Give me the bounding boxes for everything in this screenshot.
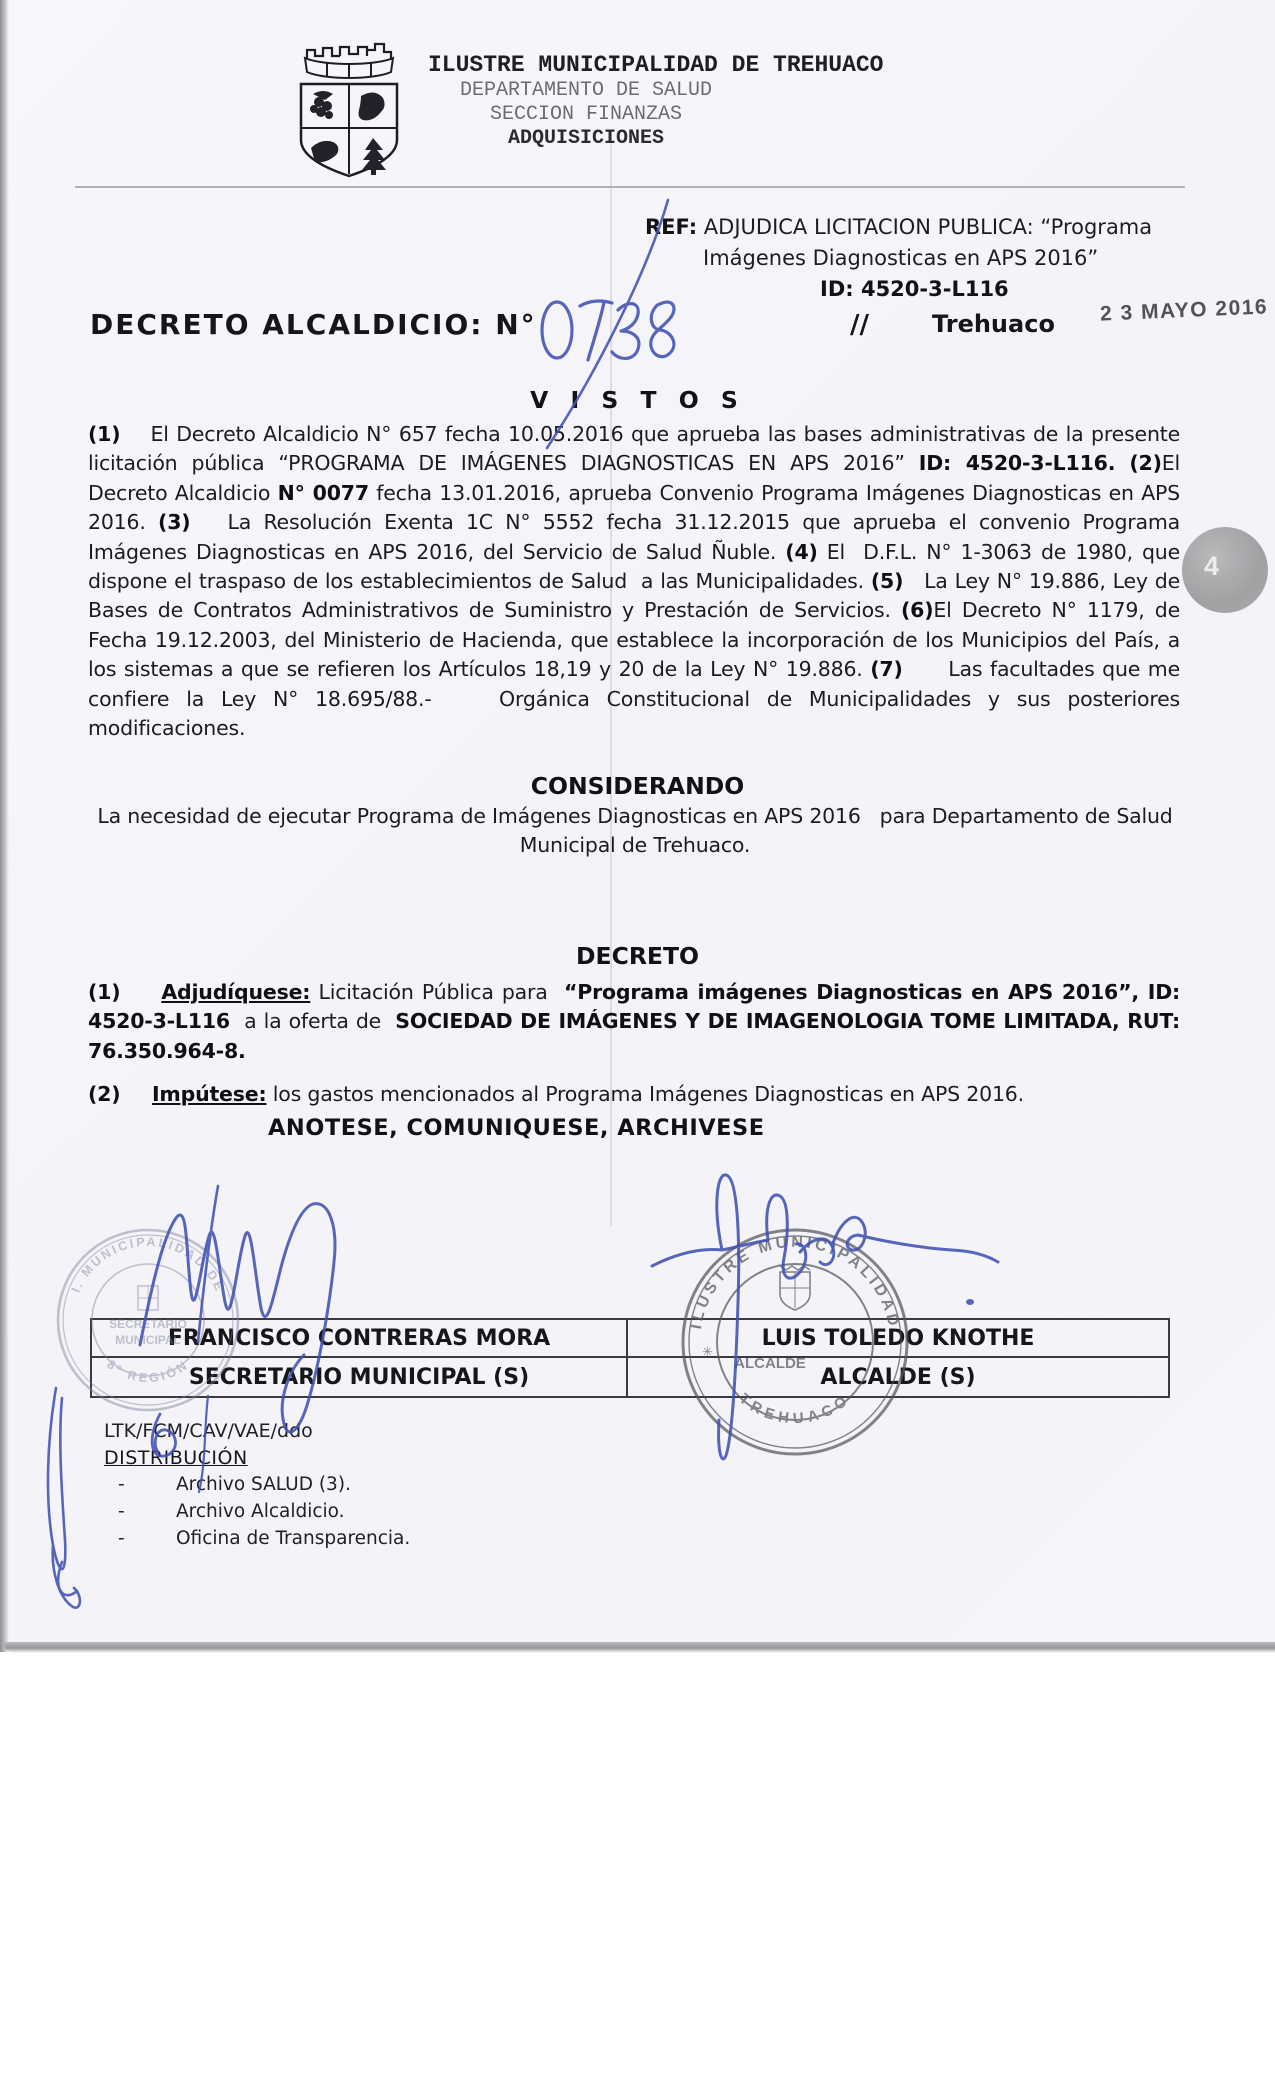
stamp-ring-text: I. MUNICIPALIDAD DE bbox=[68, 1234, 228, 1295]
stamp-ring-text: 8ª REGIÓN bbox=[104, 1357, 192, 1386]
page-number: 4 bbox=[1204, 551, 1220, 581]
vistos-paragraph: (1) El Decreto Alcaldicio N° 657 fecha 10.05.2016 que aprueba las bases administrativas de la presente licitación pública “PROGRAMA DE IMÁGENES DIAGNOSTICAS EN APS 2016” ID: 4520-3-L116. (2)El Decreto Alcaldicio N° 0077 fecha 13.01.2016, aprueba Convenio Programa Imágenes Diagnosticas en APS 2016. (3) La Resolución Exenta 1C N° 5552 fecha 31.12.2015 que aprueba el convenio Programa Imágenes Diagnosticas en APS 2016, del Servicio de Salud Ñuble. (4) El D.F.L. N° 1-3063 de 1980, que dispone el traspaso de los establecimientos de Salud a las Municipalidades. (5) La Ley N° 19.886, Ley de Bases de Contratos Administrativos de Suministro y Prestación de Servicios. (6)El Decreto N° 1179, de Fecha 19.12.2003, del Ministerio de Hacienda, que establece la incorporación de los Municipios del País, a los sistemas a que se refieren los Artículos 18,19 y 20 de la Ley N° 19.886. (7) Las facultades que me confiere la Ley N° 18.695/88.- Orgánica Constitucional de Municipalidades y sus posteriores modificaciones. bbox=[88, 422, 1180, 741]
stamp-center-text: MUNICIPAL bbox=[115, 1333, 181, 1347]
mayor-role: ALCALDE (S) bbox=[820, 1364, 976, 1390]
pen-scribble-initials bbox=[152, 1396, 208, 1492]
section-line: SECCION FINANZAS bbox=[489, 103, 683, 126]
stamp-center-text: ALCALDE bbox=[734, 1355, 806, 1372]
decree-label: DECRETO ALCALDICIO: N° bbox=[90, 308, 537, 341]
acquisitions-line: ADQUISICIONES bbox=[507, 127, 665, 150]
scanned-decree-document: ILUSTRE MUNICIPALIDAD DE TREHUACO DEPARTAMENTO DE SALUD SECCION FINANZAS ADQUISICIONES REF: ADJUDICA LICITACION PUBLICA: “Programa Imágenes Diagnosticas en APS 2016” ID: 4520-3-L116 DECRETO ALCALDICIO: N° // Trehuaco 2 3 MAYO 2016 V I S T O S (1) El Decreto Alcaldicio N° 657 fecha 10.05.2016 que aprueba las bases administrativas de la presente licitación pública “PROGRAMA DE IMÁGENES DIAGNOSTICAS EN APS 2016” ID: 4520-3-L116. (2)El Decreto Alcaldicio N° 0077 fecha 13.01.2016, aprueba Convenio Programa Imágenes Diagnosticas en APS 2016. (3) La Resolución Exenta 1C N° 5552 fecha 31.12.2015 que aprueba el convenio Programa Imágenes Diagnosticas en APS 2016, del Servicio de Salud Ñuble. (4) El D.F.L. N° 1-3063 de 1980, que dispone el traspaso de los establecimientos de Salud a las Municipalidades. (5) La Ley N° 19.886, Ley de Bases de Contratos Administrativos de Suministro y Prestación de Servicios. (6)El Decreto N° 1179, de Fecha 19.12.2003, del Ministerio de Hacienda, que establece la incorporación de los Municipios del País, a los sistemas a que se refieren los Artículos 18,19 y 20 de la Ley N° 19.886. (7) Las facultades que me confiere la Ley N° 18.695/88.- Orgánica Constitucional de Municipalidades y sus posteriores modificaciones. CONSIDERANDO La necesidad de ejecutar Programa de Imágenes Diagnosticas en APS 2016 para Departamento de Salud Municipal de Trehuaco. DECRETO (1) Adjudíquese: Licitación Pública para “Programa imágenes Diagnosticas en APS 2016”, ID: 4520-3-L116 a la oferta de SOCIEDAD DE IMÁGENES Y DE IMAGENOLOGIA TOME LIMITADA, RUT: 76.350.964-8. (2) Impútese: los gastos mencionados al Programa Imágenes Diagnosticas en APS 2016. ANOTESE, COMUNIQUESE, ARCHIVESE FRANCISCO CONTRERAS MORA LUIS TOLEDO KNOTHE SECRETARIO MUNICIPAL (S) ALCALDE (S) LTK/FCM/CAV/VAE/ddo DISTRIBUCIÓN - Archivo SALUD (3). - Archivo Alcaldicio. - Oficina de Transparencia. I. MUNICIPALIDAD DE 8ª REGIÓN SECRETARIO MUNICIPAL ILUSTRE MUNICIPALIDAD TREHUACO ALCALDE ✳ 4 bbox=[0, 0, 1275, 2100]
municipality-name: ILUSTRE MUNICIPALIDAD DE TREHUACO bbox=[428, 52, 884, 78]
decree-city: Trehuaco bbox=[932, 310, 1055, 338]
ref-line-2: Imágenes Diagnosticas en APS 2016” bbox=[703, 246, 1099, 270]
decreto-item-2: (2) Impútese: los gastos mencionados al Programa Imágenes Diagnosticas en APS 2016. bbox=[88, 1082, 1024, 1106]
scan-edge-bottom bbox=[4, 1642, 1275, 1653]
ref-label: REF: bbox=[645, 215, 698, 239]
stamp-center-text: SECRETARIO bbox=[109, 1317, 187, 1331]
stamp-star: ✳ bbox=[702, 1344, 713, 1359]
stamp-ring-text: TREHUACO bbox=[735, 1390, 855, 1428]
secretary-role: SECRETARIO MUNICIPAL (S) bbox=[92, 1358, 628, 1396]
considerando-title: CONSIDERANDO bbox=[530, 772, 745, 800]
stamp-ring-text: ILUSTRE MUNICIPALIDAD bbox=[687, 1233, 903, 1331]
mayor-name: LUIS TOLEDO KNOTHE bbox=[628, 1320, 1168, 1358]
handwritten-decree-number bbox=[542, 301, 674, 360]
vistos-title: V I S T O S bbox=[530, 386, 745, 414]
responsibility-initials: LTK/FCM/CAV/VAE/ddo bbox=[104, 1420, 313, 1442]
pen-stroke-bottom-left bbox=[48, 1388, 80, 1608]
decreto-title: DECRETO bbox=[576, 942, 699, 970]
scan-edge-left bbox=[0, 0, 9, 1652]
decree-separator: // bbox=[850, 310, 869, 340]
distribution-title: DISTRIBUCIÓN bbox=[104, 1447, 248, 1469]
considerando-paragraph: La necesidad de ejecutar Programa de Imágenes Diagnosticas en APS 2016 para Departamento de Salud Municipal de Trehuaco. bbox=[97, 804, 1173, 858]
secretary-name: FRANCISCO CONTRERAS MORA bbox=[92, 1320, 628, 1358]
date-received-stamp: 2 3 MAYO 2016 bbox=[1099, 295, 1269, 326]
secretary-signature bbox=[140, 1186, 335, 1432]
ref-line-1: REF: ADJUDICA LICITACION PUBLICA: “Programa bbox=[645, 215, 1153, 239]
department-line: DEPARTAMENTO DE SALUD bbox=[459, 79, 713, 102]
mayor-signature bbox=[652, 1175, 998, 1459]
closing-formula: ANOTESE, COMUNIQUESE, ARCHIVESE bbox=[268, 1115, 765, 1141]
pen-stroke-diagonal bbox=[547, 200, 668, 448]
decreto-item-1: (1) Adjudíquese: Licitación Pública para “Programa imágenes Diagnosticas en APS 2016”, ID: 4520-3-L116 a la oferta de SOCIEDAD DE IMÁGENES Y DE IMAGENOLOGIA TOME LIMITADA, RUT: 76.350.964-8. bbox=[88, 980, 1181, 1063]
ref-id: ID: 4520-3-L116 bbox=[820, 277, 1009, 301]
